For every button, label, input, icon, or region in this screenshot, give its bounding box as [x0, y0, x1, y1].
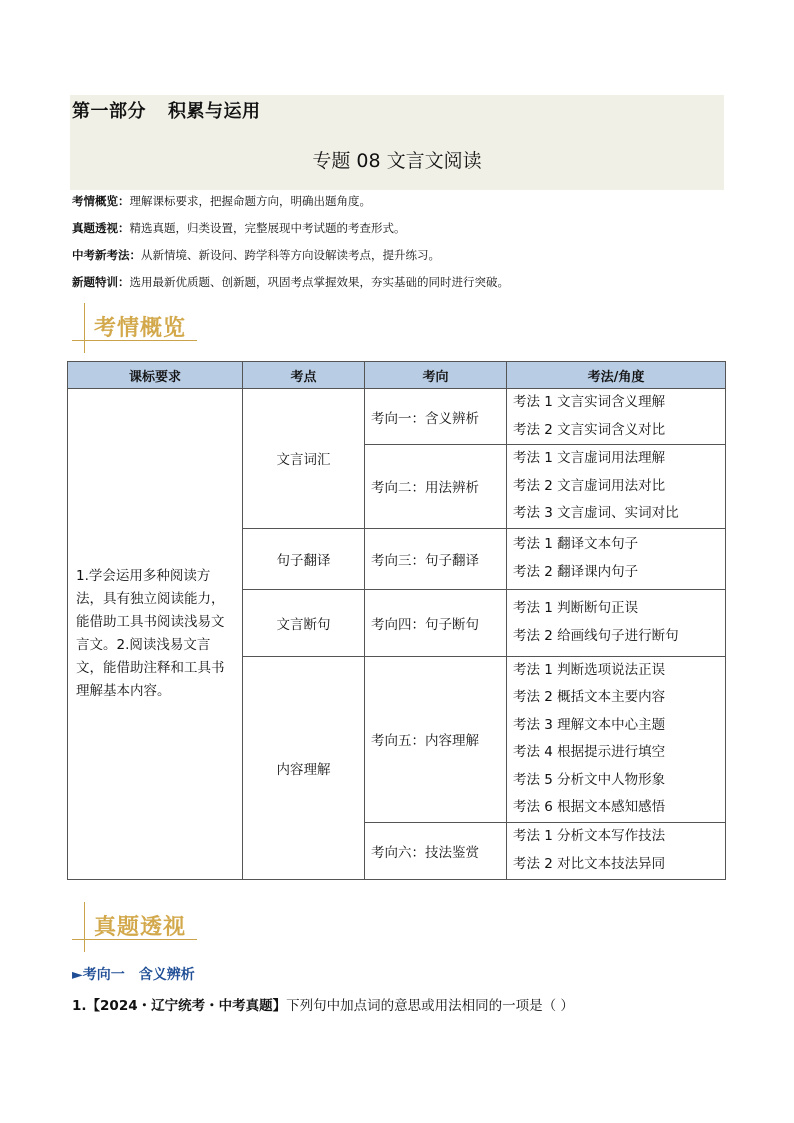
- direction-heading-label: 考向一: [82, 967, 125, 983]
- intro-line-4: 新题特训：选用最新优质题、创新题，巩固考点掌握效果，夯实基础的同时进行突破。: [72, 275, 509, 289]
- section-overview-heading: 考情概览: [72, 303, 212, 353]
- methods-d6: [507, 822, 726, 879]
- direction-2: 考向二：用法辨析: [365, 445, 507, 529]
- method-item: 考法 2 翻译课内句子: [513, 563, 639, 580]
- method-item: 考法 5 分析文中人物形象: [513, 771, 666, 788]
- method-item: 考法 2 文言实词含义对比: [513, 421, 666, 438]
- methods-d2: [507, 445, 726, 529]
- section-real-heading: 真题透视: [72, 902, 212, 952]
- direction-6: 考向六：技法鉴赏: [365, 822, 507, 879]
- exam-overview-table: [67, 361, 726, 880]
- methods-d5: [507, 656, 726, 822]
- intro-line-1: 考情概览：理解课标要求，把握命题方向，明确出题角度。: [72, 194, 371, 208]
- method-item: 考法 1 分析文本写作技法: [513, 828, 666, 844]
- intro-line-3: 中考新考法：从新情境、新设问、跨学科等方向设解读考点，提升练习。: [72, 248, 440, 262]
- intro-line-2: 真题透视：精选真题，归类设置，完整展现中考试题的考查形式。: [72, 221, 406, 235]
- method-item: 考法 1 判断选项说法正误: [513, 661, 666, 678]
- methods-d1: [507, 389, 726, 445]
- col-header-method: 考法/角度: [507, 362, 726, 389]
- question-1: [72, 994, 574, 1014]
- col-header-direction: 考向: [365, 362, 507, 389]
- point-punctuate: 文言断句: [243, 589, 365, 656]
- method-item: 考法 2 对比文本技法异同: [513, 855, 666, 872]
- method-item: 考法 1 判断断句正误: [513, 600, 639, 616]
- direction-5: 考向五：内容理解: [365, 656, 507, 822]
- direction-4: 考向四：句子断句: [365, 589, 507, 656]
- direction-heading: [72, 964, 195, 984]
- method-item: 考法 2 概括文本主要内容: [513, 689, 666, 705]
- requirement-cell: 1.学会运用多种阅读方法，具有独立阅读能力，能借助工具书阅读浅易文言文。2.阅读浅易文言文，能借助注释和工具书理解基本内容。: [68, 389, 243, 880]
- part-label: 第一部分: [72, 101, 146, 122]
- topic-title: 专题 08 文言文阅读: [312, 150, 482, 172]
- direction-1: 考向一：含义辨析: [365, 389, 507, 445]
- col-header-requirement: 课标要求: [68, 362, 243, 389]
- col-header-point: 考点: [243, 362, 365, 389]
- method-item: 考法 1 翻译文本句子: [513, 536, 639, 552]
- method-item: 考法 3 文言虚词、实词对比: [513, 505, 679, 521]
- point-content: 内容理解: [243, 656, 365, 879]
- question-text: 下列句中加点词的意思或用法相同的一项是（ ）: [286, 998, 574, 1014]
- direction-heading-title: 含义辨析: [138, 967, 195, 983]
- method-item: 考法 1 文言实词含义理解: [513, 394, 666, 410]
- triangle-icon: ►: [72, 967, 83, 983]
- methods-d3: [507, 528, 726, 589]
- question-source: 【2024・辽宁统考・中考真题】: [86, 998, 287, 1014]
- method-item: 考法 1 文言虚词用法理解: [513, 450, 666, 466]
- point-vocab: 文言词汇: [243, 389, 365, 529]
- methods-d4: [507, 589, 726, 656]
- question-number: 1.: [72, 998, 87, 1014]
- part-name: 积累与运用: [168, 101, 261, 122]
- method-item: 考法 2 给画线句子进行断句: [513, 627, 679, 644]
- method-item: 考法 3 理解文本中心主题: [513, 716, 666, 733]
- method-item: 考法 6 根据文本感知感悟: [513, 799, 666, 815]
- method-item: 考法 4 根据提示进行填空: [513, 744, 666, 760]
- part-title: [72, 97, 261, 123]
- method-item: 考法 2 文言虚词用法对比: [513, 477, 666, 494]
- direction-3: 考向三：句子翻译: [365, 528, 507, 589]
- point-translate: 句子翻译: [243, 528, 365, 589]
